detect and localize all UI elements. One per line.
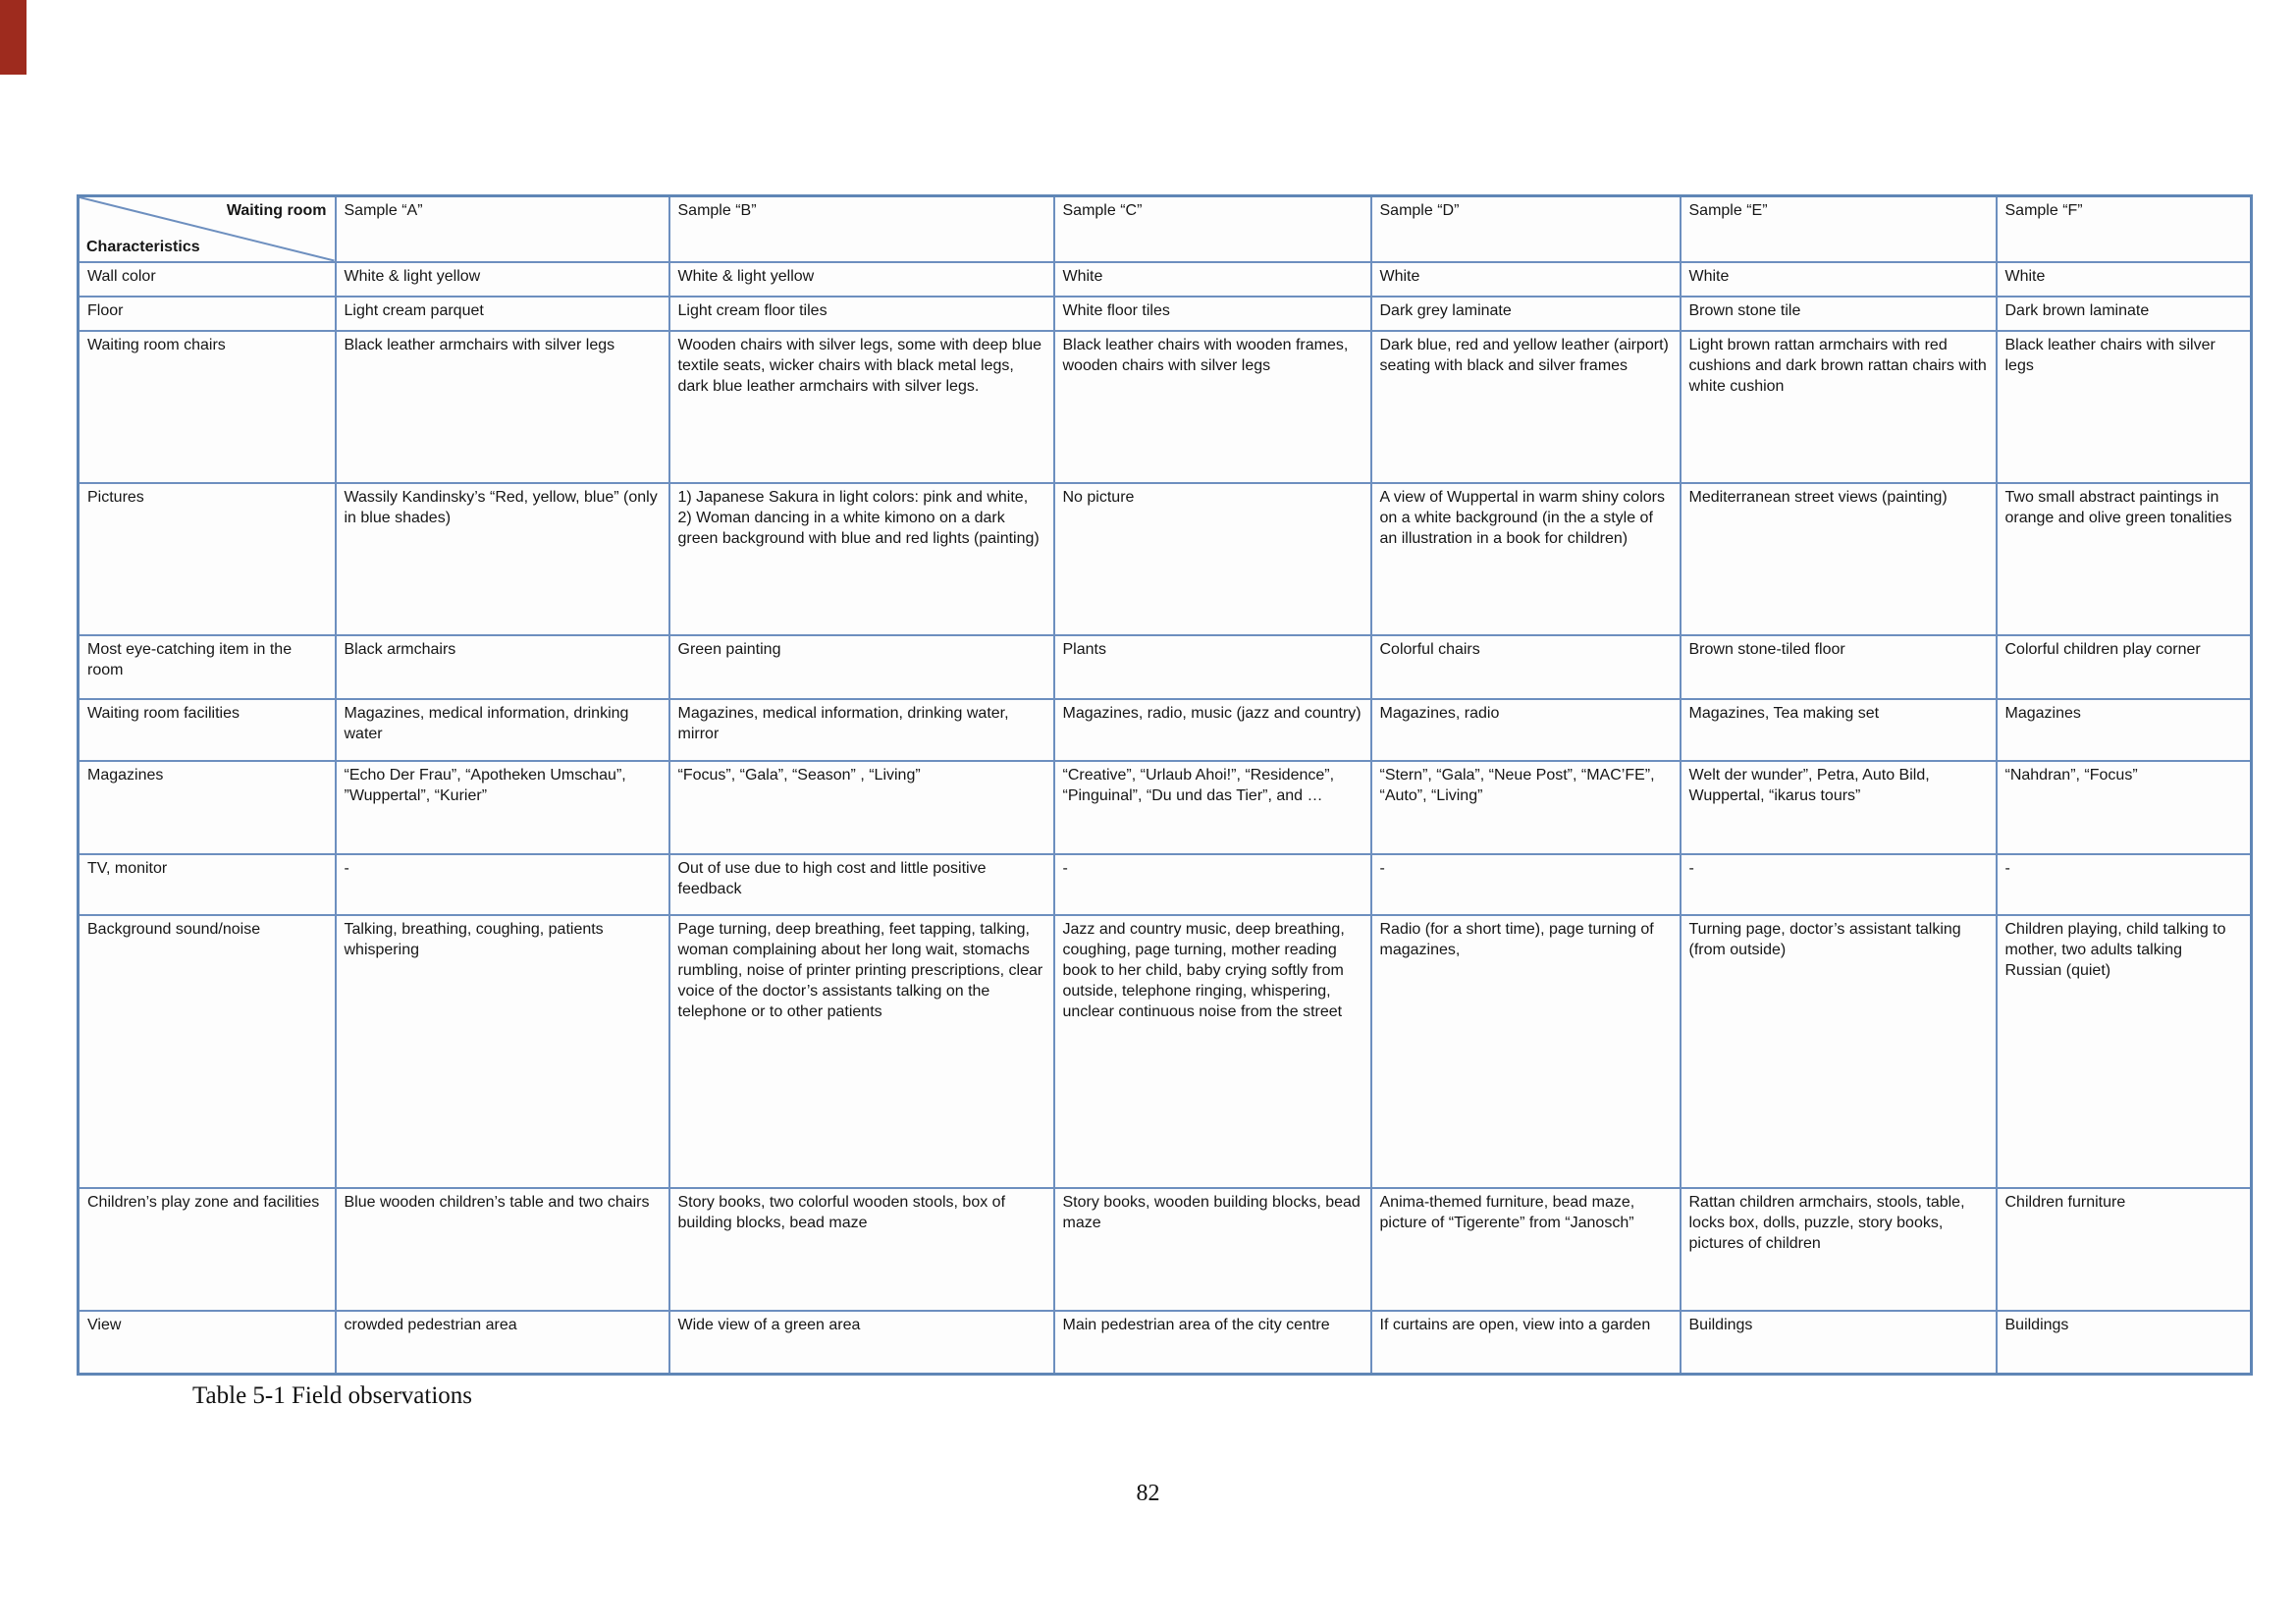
column-header-sample-d: Sample “D”	[1371, 196, 1681, 262]
table-cell: White	[1997, 262, 2252, 297]
table-cell: -	[1054, 854, 1371, 915]
table-cell: Story books, wooden building blocks, bead maze	[1054, 1188, 1371, 1311]
table-cell: -	[1371, 854, 1681, 915]
table-cell: Black leather armchairs with silver legs	[336, 331, 669, 483]
table-cell: Children furniture	[1997, 1188, 2252, 1311]
table-row-waiting-room-chairs	[79, 331, 2252, 483]
table-cell: Magazines, radio, music (jazz and country)	[1054, 699, 1371, 761]
table-row-wall-color	[79, 262, 2252, 297]
table-cell: “Echo Der Frau”, “Apotheken Umschau”, ”Wuppertal”, “Kurier”	[336, 761, 669, 854]
table-cell: Brown stone-tiled floor	[1681, 635, 1997, 699]
table-row-pictures	[79, 483, 2252, 635]
table-cell: Two small abstract paintings in orange and olive green tonalities	[1997, 483, 2252, 635]
table-cell: Magazines, medical information, drinking water, mirror	[669, 699, 1054, 761]
table-row-most-eye-catching	[79, 635, 2252, 699]
table-row-waiting-room-facilities	[79, 699, 2252, 761]
table-cell: Mediterranean street views (painting)	[1681, 483, 1997, 635]
table-cell: Dark blue, red and yellow leather (airport) seating with black and silver frames	[1371, 331, 1681, 483]
table-cell: Plants	[1054, 635, 1371, 699]
table-cell: A view of Wuppertal in warm shiny colors on a white background (in the a style of an illustration in a book for children)	[1371, 483, 1681, 635]
row-label: Wall color	[79, 262, 336, 297]
page-number: 82	[1136, 1481, 1160, 1506]
table-row-magazines	[79, 761, 2252, 854]
table-cell: Wooden chairs with silver legs, some with deep blue textile seats, wicker chairs with black metal legs, dark blue leather armchairs with silver legs.	[669, 331, 1054, 483]
table-cell: Out of use due to high cost and little positive feedback	[669, 854, 1054, 915]
table-cell: Blue wooden children’s table and two chairs	[336, 1188, 669, 1311]
table-row-floor	[79, 297, 2252, 331]
table-cell: Black leather chairs with wooden frames, wooden chairs with silver legs	[1054, 331, 1371, 483]
table-cell: White	[1054, 262, 1371, 297]
table-cell: Buildings	[1997, 1311, 2252, 1375]
table-cell: Rattan children armchairs, stools, table, locks box, dolls, puzzle, story books, pictures of children	[1681, 1188, 1997, 1311]
table-cell: “Creative”, “Urlaub Ahoi!”, “Residence”, “Pinguinal”, “Du und das Tier”, and …	[1054, 761, 1371, 854]
corner-header-cell	[79, 196, 336, 262]
row-label: Floor	[79, 297, 336, 331]
table-cell: Page turning, deep breathing, feet tapping, talking, woman complaining about her long wait, stomachs rumbling, noise of printer printing prescriptions, clear voice of the doctor’s assistants talking on the telephone or to other patients	[669, 915, 1054, 1188]
table-cell: Light brown rattan armchairs with red cushions and dark brown rattan chairs with white cushion	[1681, 331, 1997, 483]
corner-label-top: Waiting room	[226, 202, 327, 219]
column-header-sample-a: Sample “A”	[336, 196, 669, 262]
row-label: View	[79, 1311, 336, 1375]
row-label: Magazines	[79, 761, 336, 854]
table-cell: Welt der wunder”, Petra, Auto Bild, Wuppertal, “ikarus tours”	[1681, 761, 1997, 854]
row-label: TV, monitor	[79, 854, 336, 915]
table-cell: “Stern”, “Gala”, “Neue Post”, “MAC’FE”, “Auto”, “Living”	[1371, 761, 1681, 854]
table-cell: Wassily Kandinsky’s “Red, yellow, blue” (only in blue shades)	[336, 483, 669, 635]
row-label: Waiting room chairs	[79, 331, 336, 483]
table-cell: Colorful chairs	[1371, 635, 1681, 699]
column-header-sample-f: Sample “F”	[1997, 196, 2252, 262]
table-cell: Dark grey laminate	[1371, 297, 1681, 331]
table-cell: White & light yellow	[669, 262, 1054, 297]
table-cell: Black armchairs	[336, 635, 669, 699]
table-cell: Dark brown laminate	[1997, 297, 2252, 331]
table-cell: Light cream floor tiles	[669, 297, 1054, 331]
row-label: Background sound/noise	[79, 915, 336, 1188]
table-cell: White	[1371, 262, 1681, 297]
table-cell: -	[336, 854, 669, 915]
corner-label-bottom: Characteristics	[86, 238, 200, 255]
column-header-sample-c: Sample “C”	[1054, 196, 1371, 262]
table-cell: White & light yellow	[336, 262, 669, 297]
column-header-sample-e: Sample “E”	[1681, 196, 1997, 262]
table-row-tv-monitor	[79, 854, 2252, 915]
table-cell: Anima-themed furniture, bead maze, picture of “Tigerente” from “Janosch”	[1371, 1188, 1681, 1311]
table-row-view	[79, 1311, 2252, 1375]
table-cell: Turning page, doctor’s assistant talking (from outside)	[1681, 915, 1997, 1188]
table-cell: Green painting	[669, 635, 1054, 699]
red-bookmark-ribbon	[0, 0, 27, 75]
table-cell: White	[1681, 262, 1997, 297]
table-cell: Wide view of a green area	[669, 1311, 1054, 1375]
table-row-background-sound	[79, 915, 2252, 1188]
table-caption: Table 5-1 Field observations	[192, 1382, 472, 1409]
table-cell: No picture	[1054, 483, 1371, 635]
table-cell: Talking, breathing, coughing, patients whispering	[336, 915, 669, 1188]
table-cell: Story books, two colorful wooden stools, box of building blocks, bead maze	[669, 1188, 1054, 1311]
table-cell: 1) Japanese Sakura in light colors: pink and white, 2) Woman dancing in a white kimono on a dark green background with blue and red lights (painting)	[669, 483, 1054, 635]
table-cell: Magazines, radio	[1371, 699, 1681, 761]
table-row-childrens-play-zone	[79, 1188, 2252, 1311]
table-cell: If curtains are open, view into a garden	[1371, 1311, 1681, 1375]
table-cell: White floor tiles	[1054, 297, 1371, 331]
table-cell: -	[1997, 854, 2252, 915]
table-cell: Buildings	[1681, 1311, 1997, 1375]
table-cell: Radio (for a short time), page turning of magazines,	[1371, 915, 1681, 1188]
row-label: Children’s play zone and facilities	[79, 1188, 336, 1311]
table-cell: Magazines, Tea making set	[1681, 699, 1997, 761]
table-cell: Children playing, child talking to mother, two adults talking Russian (quiet)	[1997, 915, 2252, 1188]
header-row	[79, 196, 2252, 262]
table-cell: Light cream parquet	[336, 297, 669, 331]
row-label: Waiting room facilities	[79, 699, 336, 761]
table-cell: crowded pedestrian area	[336, 1311, 669, 1375]
row-label: Pictures	[79, 483, 336, 635]
table-cell: Magazines, medical information, drinking water	[336, 699, 669, 761]
table-cell: Brown stone tile	[1681, 297, 1997, 331]
table-cell: Black leather chairs with silver legs	[1997, 331, 2252, 483]
table-cell: Jazz and country music, deep breathing, coughing, page turning, mother reading book to her child, baby crying softly from outside, telephone ringing, whispering, unclear continuous noise from the street	[1054, 915, 1371, 1188]
row-label: Most eye-catching item in the room	[79, 635, 336, 699]
table-cell: “Nahdran”, “Focus”	[1997, 761, 2252, 854]
table-cell: -	[1681, 854, 1997, 915]
table-cell: Main pedestrian area of the city centre	[1054, 1311, 1371, 1375]
table-cell: “Focus”, “Gala”, “Season” , “Living”	[669, 761, 1054, 854]
table-cell: Magazines	[1997, 699, 2252, 761]
field-observations-table	[77, 194, 2253, 1376]
column-header-sample-b: Sample “B”	[669, 196, 1054, 262]
table-cell: Colorful children play corner	[1997, 635, 2252, 699]
